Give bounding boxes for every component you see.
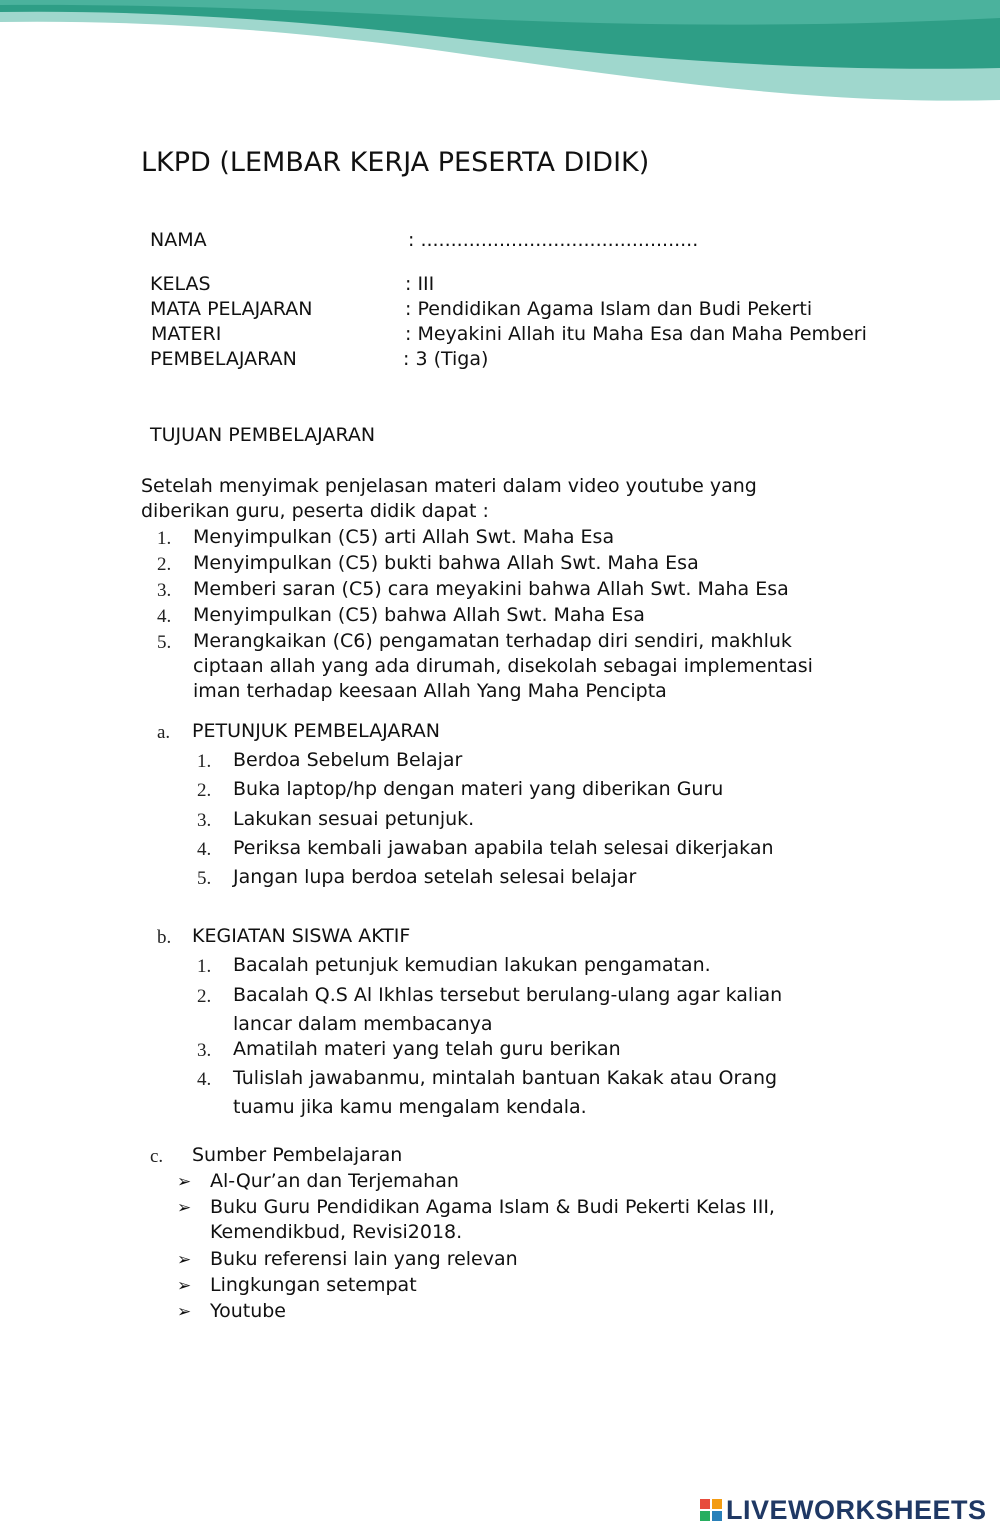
sumber-letter: c. [150,1146,164,1167]
petunjuk-item-number: 2. [197,780,212,801]
sumber-item-text: Al-Qur’an dan Terjemahan [210,1170,459,1192]
kegiatan-item-number: 4. [197,1069,212,1090]
tujuan-item-number: 1. [157,528,172,549]
kegiatan-item-text: tuamu jika kamu mengalam kendala. [233,1096,587,1118]
arrow-bullet-icon: ➢ [177,1276,192,1296]
kelas-label: KELAS [150,273,211,295]
petunjuk-item-number: 3. [197,810,212,831]
tujuan-intro-line-1: Setelah menyimak penjelasan materi dalam video youtube yang [141,475,757,497]
petunjuk-item-text: Lakukan sesuai petunjuk. [233,808,475,830]
kegiatan-heading: KEGIATAN SISWA AKTIF [192,925,411,947]
logo-grid-icon [700,1499,722,1521]
kegiatan-item-text: Bacalah petunjuk kemudian lakukan pengamatan. [233,954,711,976]
tujuan-item-number: 5. [157,632,172,653]
materi-label: MATERI [151,323,222,345]
tujuan-item-number: 2. [157,554,172,575]
sumber-item-text: Buku Guru Pendidikan Agama Islam & Budi Pekerti Kelas III, [210,1196,775,1218]
liveworksheets-logo[interactable] [700,1495,987,1525]
nama-field[interactable]: : .............................................. [408,229,699,251]
arrow-bullet-icon: ➢ [177,1302,192,1322]
petunjuk-item-text: Berdoa Sebelum Belajar [233,749,463,771]
arrow-bullet-icon: ➢ [177,1198,192,1218]
petunjuk-item-text: Jangan lupa berdoa setelah selesai belajar [233,866,637,888]
header-wave-decoration [0,0,1000,130]
tujuan-intro-line-2: diberikan guru, peserta didik dapat : [141,500,489,522]
tujuan-heading: TUJUAN PEMBELAJARAN [150,424,376,446]
petunjuk-item-number: 4. [197,839,212,860]
logo-square-orange [712,1499,722,1509]
logo-square-red [700,1499,710,1509]
sumber-item-text: Buku referensi lain yang relevan [210,1248,518,1270]
petunjuk-item-text: Periksa kembali jawaban apabila telah selesai dikerjakan [233,837,774,859]
kelas-value: : III [405,273,435,295]
kegiatan-item-number: 1. [197,956,212,977]
brand-name: LIVEWORKSHEETS [726,1494,987,1525]
mapel-label: MATA PELAJARAN [150,298,313,320]
logo-square-green [700,1511,710,1521]
logo-square-blue [712,1511,722,1521]
kegiatan-item-text: Tulislah jawabanmu, mintalah bantuan Kakak atau Orang [233,1067,778,1089]
mapel-value: : Pendidikan Agama Islam dan Budi Pekerti [405,298,813,320]
tujuan-item-text: Menyimpulkan (C5) bahwa Allah Swt. Maha Esa [193,604,645,626]
nama-label: NAMA [150,229,207,251]
sumber-item-text: Lingkungan setempat [210,1274,417,1296]
sumber-heading: Sumber Pembelajaran [192,1144,403,1166]
arrow-bullet-icon: ➢ [177,1250,192,1270]
kegiatan-item-text: lancar dalam membacanya [233,1013,493,1035]
petunjuk-item-number: 1. [197,751,212,772]
tujuan-item-text: Memberi saran (C5) cara meyakini bahwa Allah Swt. Maha Esa [193,578,789,600]
petunjuk-item-text: Buka laptop/hp dengan materi yang diberikan Guru [233,778,724,800]
kegiatan-item-text: Amatilah materi yang telah guru berikan [233,1038,621,1060]
petunjuk-letter: a. [157,722,171,743]
kegiatan-item-number: 3. [197,1040,212,1061]
petunjuk-heading: PETUNJUK PEMBELAJARAN [192,720,441,742]
sumber-item-text: Kemendikbud, Revisi2018. [210,1221,463,1243]
tujuan-item-number: 3. [157,580,172,601]
pembelajaran-value: : 3 (Tiga) [403,348,489,370]
tujuan-item-text: ciptaan allah yang ada dirumah, disekolah sebagai implementasi [193,655,813,677]
tujuan-item-text: Merangkaikan (C6) pengamatan terhadap diri sendiri, makhluk [193,630,792,652]
petunjuk-item-number: 5. [197,868,212,889]
kegiatan-item-text: Bacalah Q.S Al Ikhlas tersebut berulang-ulang agar kalian [233,984,783,1006]
tujuan-item-number: 4. [157,606,172,627]
sumber-item-text: Youtube [210,1300,286,1322]
tujuan-item-text: Menyimpulkan (C5) arti Allah Swt. Maha Esa [193,526,615,548]
materi-value: : Meyakini Allah itu Maha Esa dan Maha Pemberi [405,323,867,345]
tujuan-item-text: iman terhadap keesaan Allah Yang Maha Pencipta [193,680,667,702]
pembelajaran-label: PEMBELAJARAN [150,348,297,370]
page-title: LKPD (LEMBAR KERJA PESERTA DIDIK) [141,147,650,178]
kegiatan-item-number: 2. [197,986,212,1007]
tujuan-item-text: Menyimpulkan (C5) bukti bahwa Allah Swt. Maha Esa [193,552,699,574]
kegiatan-letter: b. [157,927,172,948]
arrow-bullet-icon: ➢ [177,1172,192,1192]
